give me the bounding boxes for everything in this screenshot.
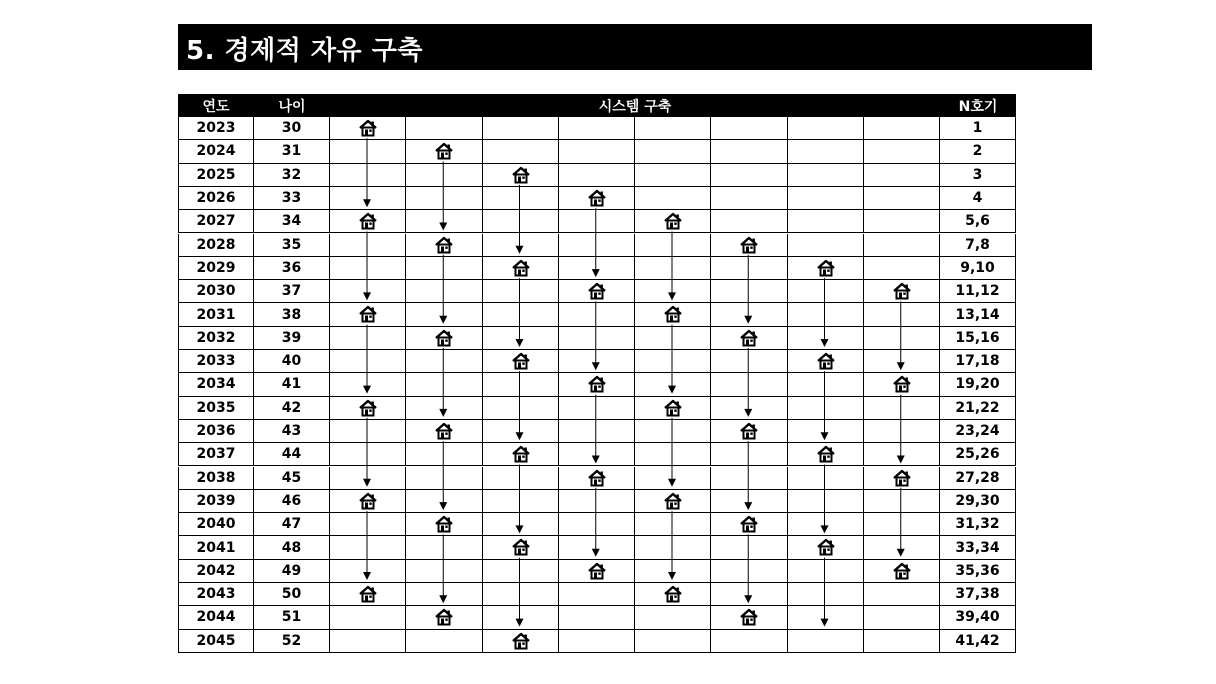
system-cell [711, 280, 787, 303]
system-cell [711, 443, 787, 466]
age-cell: 42 [254, 397, 330, 420]
system-cell [559, 164, 635, 187]
system-cell [330, 140, 406, 163]
year-cell: 2027 [178, 210, 254, 233]
count-cell: 3 [940, 164, 1016, 187]
system-cell [635, 234, 711, 257]
system-cell [635, 513, 711, 536]
system-cell [330, 606, 406, 629]
year-cell: 2045 [178, 630, 254, 653]
system-cell [406, 490, 482, 513]
count-cell: 19,20 [940, 373, 1016, 396]
system-cell [483, 373, 559, 396]
system-cell [711, 536, 787, 559]
system-cell [330, 443, 406, 466]
count-cell: 4 [940, 187, 1016, 210]
system-cell [864, 420, 940, 443]
year-cell: 2044 [178, 606, 254, 629]
count-cell: 39,40 [940, 606, 1016, 629]
house-icon [663, 305, 683, 323]
year-cell: 2026 [178, 187, 254, 210]
count-cell: 35,36 [940, 560, 1016, 583]
house-icon [739, 422, 759, 440]
count-cell: 23,24 [940, 420, 1016, 443]
house-icon [816, 445, 836, 463]
house-icon [892, 282, 912, 300]
system-cell [635, 140, 711, 163]
system-cell [711, 164, 787, 187]
year-cell: 2041 [178, 536, 254, 559]
house-icon [434, 142, 454, 160]
system-cell [483, 560, 559, 583]
system-cell [711, 257, 787, 280]
count-cell: 17,18 [940, 350, 1016, 373]
system-cell [559, 606, 635, 629]
header-year: 연도 [178, 94, 254, 117]
age-cell: 47 [254, 513, 330, 536]
system-cell [330, 280, 406, 303]
header-system: 시스템 구축 [330, 94, 940, 117]
house-icon [892, 562, 912, 580]
system-cell [483, 467, 559, 490]
system-cell [330, 536, 406, 559]
system-cell [330, 350, 406, 373]
system-cell [788, 303, 864, 326]
house-icon [587, 282, 607, 300]
age-cell: 51 [254, 606, 330, 629]
house-icon [892, 375, 912, 393]
system-cell [406, 350, 482, 373]
age-cell: 52 [254, 630, 330, 653]
year-cell: 2029 [178, 257, 254, 280]
system-cell [711, 350, 787, 373]
year-cell: 2031 [178, 303, 254, 326]
house-icon [511, 632, 531, 650]
system-cell [406, 257, 482, 280]
system-cell [483, 117, 559, 140]
year-cell: 2023 [178, 117, 254, 140]
system-cell [330, 420, 406, 443]
system-cell [330, 560, 406, 583]
system-cell [788, 513, 864, 536]
system-cell [330, 234, 406, 257]
system-cell [635, 420, 711, 443]
age-cell: 30 [254, 117, 330, 140]
system-cell [864, 327, 940, 350]
house-icon [358, 305, 378, 323]
system-cell [711, 373, 787, 396]
house-icon [663, 212, 683, 230]
system-cell [788, 397, 864, 420]
system-cell [406, 536, 482, 559]
system-cell [559, 140, 635, 163]
system-cell [788, 467, 864, 490]
year-cell: 2035 [178, 397, 254, 420]
system-cell [559, 117, 635, 140]
count-cell: 2 [940, 140, 1016, 163]
section-title-bar [178, 24, 1092, 70]
system-cell [483, 327, 559, 350]
system-cell [559, 513, 635, 536]
system-cell [330, 373, 406, 396]
house-icon [358, 492, 378, 510]
system-build-table [178, 94, 1016, 655]
system-cell [330, 187, 406, 210]
system-cell [330, 513, 406, 536]
system-cell [483, 187, 559, 210]
system-cell [711, 630, 787, 653]
year-cell: 2040 [178, 513, 254, 536]
age-cell: 46 [254, 490, 330, 513]
system-cell [559, 490, 635, 513]
system-cell [483, 397, 559, 420]
system-cell [635, 280, 711, 303]
year-cell: 2039 [178, 490, 254, 513]
count-cell: 29,30 [940, 490, 1016, 513]
age-cell: 39 [254, 327, 330, 350]
age-cell: 33 [254, 187, 330, 210]
system-cell [483, 140, 559, 163]
system-cell [635, 373, 711, 396]
system-cell [711, 303, 787, 326]
system-cell [864, 583, 940, 606]
house-icon [816, 259, 836, 277]
system-cell [864, 234, 940, 257]
header-count: N호기 [940, 94, 1016, 117]
age-cell: 40 [254, 350, 330, 373]
system-cell [864, 303, 940, 326]
age-cell: 45 [254, 467, 330, 490]
system-cell [330, 164, 406, 187]
system-cell [635, 117, 711, 140]
age-cell: 41 [254, 373, 330, 396]
system-cell [635, 350, 711, 373]
system-cell [711, 560, 787, 583]
year-cell: 2042 [178, 560, 254, 583]
house-icon [434, 422, 454, 440]
system-cell [406, 187, 482, 210]
header-age: 나이 [254, 94, 330, 117]
system-cell [406, 467, 482, 490]
age-cell: 31 [254, 140, 330, 163]
system-cell [483, 490, 559, 513]
system-cell [864, 187, 940, 210]
system-cell [635, 187, 711, 210]
system-cell [635, 606, 711, 629]
system-cell [711, 140, 787, 163]
system-cell [635, 443, 711, 466]
system-cell [635, 327, 711, 350]
system-cell [406, 397, 482, 420]
system-cell [711, 210, 787, 233]
system-cell [864, 606, 940, 629]
count-cell: 31,32 [940, 513, 1016, 536]
system-cell [483, 606, 559, 629]
age-cell: 35 [254, 234, 330, 257]
system-cell [864, 164, 940, 187]
system-cell [406, 164, 482, 187]
system-cell [864, 397, 940, 420]
age-cell: 34 [254, 210, 330, 233]
house-icon [511, 259, 531, 277]
count-cell: 21,22 [940, 397, 1016, 420]
house-icon [434, 608, 454, 626]
house-icon [587, 469, 607, 487]
age-cell: 37 [254, 280, 330, 303]
count-cell: 15,16 [940, 327, 1016, 350]
year-cell: 2036 [178, 420, 254, 443]
system-cell [559, 420, 635, 443]
house-icon [358, 119, 378, 137]
system-cell [635, 536, 711, 559]
year-cell: 2043 [178, 583, 254, 606]
count-cell: 13,14 [940, 303, 1016, 326]
house-icon [816, 352, 836, 370]
section-title: 5. 경제적 자유 구축 [186, 36, 423, 66]
count-cell: 7,8 [940, 234, 1016, 257]
system-cell [711, 397, 787, 420]
system-cell [406, 210, 482, 233]
system-cell [483, 303, 559, 326]
house-icon [358, 212, 378, 230]
house-icon [587, 375, 607, 393]
system-cell [864, 117, 940, 140]
house-icon [739, 236, 759, 254]
system-cell [788, 210, 864, 233]
count-cell: 25,26 [940, 443, 1016, 466]
system-cell [635, 467, 711, 490]
count-cell: 9,10 [940, 257, 1016, 280]
year-cell: 2033 [178, 350, 254, 373]
house-icon [739, 608, 759, 626]
system-cell [559, 327, 635, 350]
house-icon [816, 538, 836, 556]
year-cell: 2025 [178, 164, 254, 187]
system-cell [788, 327, 864, 350]
system-cell [864, 490, 940, 513]
house-icon [434, 329, 454, 347]
age-cell: 44 [254, 443, 330, 466]
system-cell [788, 606, 864, 629]
system-cell [788, 490, 864, 513]
system-cell [788, 234, 864, 257]
count-cell: 5,6 [940, 210, 1016, 233]
count-cell: 11,12 [940, 280, 1016, 303]
house-icon [663, 585, 683, 603]
system-cell [559, 350, 635, 373]
house-icon [358, 585, 378, 603]
house-icon [587, 189, 607, 207]
system-cell [559, 630, 635, 653]
house-icon [511, 352, 531, 370]
system-cell [788, 164, 864, 187]
system-cell [483, 583, 559, 606]
system-cell [864, 443, 940, 466]
system-cell [864, 513, 940, 536]
system-cell [330, 467, 406, 490]
system-cell [559, 397, 635, 420]
age-cell: 50 [254, 583, 330, 606]
house-icon [511, 538, 531, 556]
system-cell [711, 583, 787, 606]
house-icon [511, 445, 531, 463]
system-cell [864, 210, 940, 233]
system-cell [788, 630, 864, 653]
system-cell [406, 443, 482, 466]
count-cell: 27,28 [940, 467, 1016, 490]
system-cell [635, 630, 711, 653]
system-cell [330, 257, 406, 280]
system-cell [788, 420, 864, 443]
year-cell: 2030 [178, 280, 254, 303]
system-cell [406, 583, 482, 606]
system-cell [635, 560, 711, 583]
system-cell [559, 257, 635, 280]
system-cell [635, 164, 711, 187]
system-cell [483, 513, 559, 536]
system-cell [864, 140, 940, 163]
system-cell [864, 630, 940, 653]
system-cell [864, 350, 940, 373]
system-cell [788, 117, 864, 140]
year-cell: 2028 [178, 234, 254, 257]
house-icon [739, 329, 759, 347]
house-icon [663, 399, 683, 417]
system-cell [406, 303, 482, 326]
count-cell: 41,42 [940, 630, 1016, 653]
system-cell [559, 536, 635, 559]
house-icon [587, 562, 607, 580]
system-cell [788, 187, 864, 210]
age-cell: 38 [254, 303, 330, 326]
system-cell [711, 187, 787, 210]
house-icon [358, 399, 378, 417]
system-cell [483, 420, 559, 443]
system-cell [406, 280, 482, 303]
count-cell: 37,38 [940, 583, 1016, 606]
system-cell [559, 210, 635, 233]
system-cell [559, 583, 635, 606]
count-cell: 1 [940, 117, 1016, 140]
house-icon [739, 515, 759, 533]
age-cell: 32 [254, 164, 330, 187]
system-cell [406, 373, 482, 396]
system-cell [559, 303, 635, 326]
system-cell [788, 280, 864, 303]
year-cell: 2037 [178, 443, 254, 466]
system-cell [330, 630, 406, 653]
count-cell: 33,34 [940, 536, 1016, 559]
house-icon [892, 469, 912, 487]
system-cell [788, 583, 864, 606]
system-cell [711, 117, 787, 140]
year-cell: 2024 [178, 140, 254, 163]
system-cell [864, 536, 940, 559]
system-cell [559, 443, 635, 466]
house-icon [434, 236, 454, 254]
system-cell [559, 234, 635, 257]
year-cell: 2032 [178, 327, 254, 350]
system-cell [406, 560, 482, 583]
system-cell [711, 467, 787, 490]
system-cell [711, 490, 787, 513]
system-cell [788, 140, 864, 163]
system-cell [788, 560, 864, 583]
house-icon [511, 166, 531, 184]
age-cell: 36 [254, 257, 330, 280]
house-icon [434, 515, 454, 533]
system-cell [483, 234, 559, 257]
system-cell [788, 373, 864, 396]
system-cell [330, 327, 406, 350]
age-cell: 43 [254, 420, 330, 443]
system-cell [483, 210, 559, 233]
house-icon [663, 492, 683, 510]
age-cell: 48 [254, 536, 330, 559]
system-cell [483, 280, 559, 303]
system-cell [635, 257, 711, 280]
system-cell [864, 257, 940, 280]
age-cell: 49 [254, 560, 330, 583]
system-cell [406, 117, 482, 140]
system-cell [406, 630, 482, 653]
year-cell: 2038 [178, 467, 254, 490]
year-cell: 2034 [178, 373, 254, 396]
